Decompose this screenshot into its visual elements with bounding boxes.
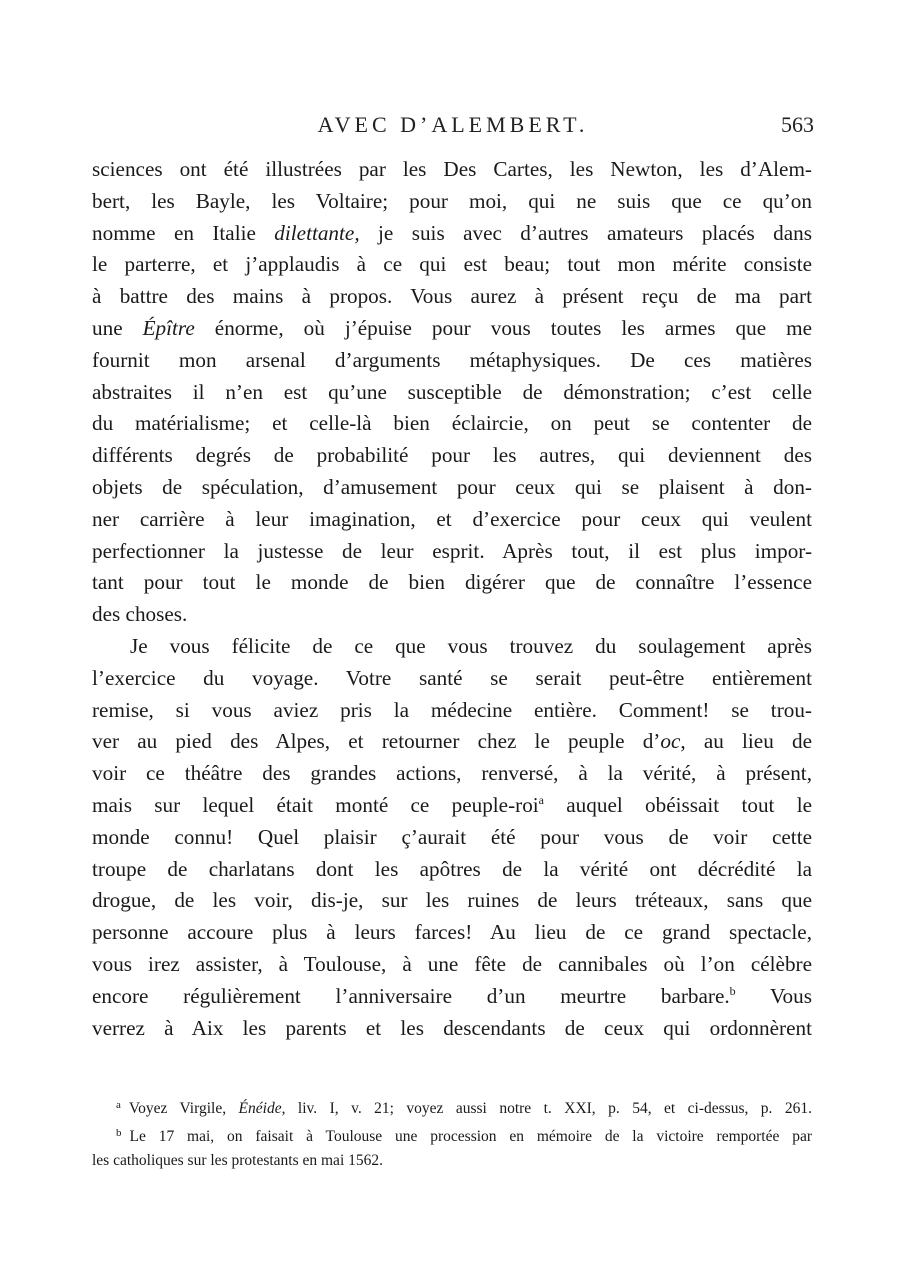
italic-term: dilettante, <box>274 220 360 245</box>
footnote-b <box>92 1121 812 1149</box>
text-span: énorme, où j’épuise pour vous toutes les armes que me <box>194 315 812 340</box>
text-span: auquel obéissait tout le <box>544 792 812 817</box>
running-head: AVEC D’ALEMBERT. <box>317 112 589 137</box>
text-line: vous irez assister, à Toulouse, à une fête de cannibales où l’on célèbre <box>92 951 812 976</box>
footnotes <box>92 1093 812 1173</box>
text-line: abstraites il n’en est qu’une susceptible de démonstration; c’est celle <box>92 379 812 404</box>
page-header <box>92 112 814 148</box>
text-line: monde connu! Quel plaisir ç’aurait été pour vous de voir cette <box>92 824 812 849</box>
footnote-a <box>92 1093 812 1121</box>
text-line: ner carrière à leur imagination, et d’exercice pour ceux qui veulent <box>92 506 812 531</box>
text-line: drogue, de les voir, dis-je, sur les ruines de leurs tréteaux, sans que <box>92 888 812 913</box>
text-line: objets de spéculation, d’amusement pour ceux qui se plaisent à don- <box>92 474 812 499</box>
text-line: des choses. <box>92 602 188 627</box>
text-line: du matérialisme; et celle-là bien éclaircie, on peut se contenter de <box>92 411 812 436</box>
body-text <box>92 154 812 1044</box>
text-line: troupe de charlatans dont les apôtres de la vérité ont décrédité la <box>92 856 812 881</box>
text-span: Vous <box>735 983 812 1008</box>
text-line: tant pour tout le monde de bien digérer que de connaître l’essence <box>92 570 812 595</box>
text-span: je suis avec d’autres amateurs placés dans <box>359 220 813 245</box>
text-line: perfectionner la justesse de leur esprit. Après tout, il est plus impor- <box>92 538 812 563</box>
text-line: bert, les Bayle, les Voltaire; pour moi, qui ne suis que ce qu’on <box>92 188 812 213</box>
text-line <box>92 726 812 758</box>
text-line: remise, si vous aviez pris la médecine entière. Comment! se trou- <box>92 697 812 722</box>
italic-term: oc <box>660 729 681 754</box>
text-line <box>92 981 812 1013</box>
text-line: verrez à Aix les parents et les descendants de ceux qui ordonnèrent <box>92 1015 812 1040</box>
page-number: 563 <box>781 112 814 137</box>
text-span: , liv. I, v. 21; voyez aussi notre t. XXI, p. 54, et ci-dessus, p. 261. <box>281 1100 812 1117</box>
text-line: différents degrés de probabilité pour les autres, qui deviennent des <box>92 443 812 468</box>
text-span: mais sur lequel était monté ce peuple-roi <box>92 792 539 817</box>
italic-term: Énéide <box>238 1100 282 1117</box>
text-line: fournit mon arsenal d’arguments métaphysiques. De ces matières <box>92 347 812 372</box>
text-line <box>92 790 812 822</box>
footnote-ref: a <box>538 792 544 807</box>
text-line: personne accoure plus à leurs farces! Au lieu de ce grand spectacle, <box>92 920 812 945</box>
text-line: à battre des mains à propos. Vous aurez à présent reçu de ma part <box>92 284 812 309</box>
text-span: nomme en Italie <box>92 220 275 245</box>
text-span: ver au pied des Alpes, et retourner chez le peuple d’ <box>92 729 661 754</box>
text-line: l’exercice du voyage. Votre santé se serait peut-être entièrement <box>92 665 812 690</box>
text-line: sciences ont été illustrées par les Des Cartes, les Newton, les d’Alem- <box>92 157 812 181</box>
text-span: encore régulièrement l’anniversaire d’un meurtre barbare. <box>92 983 730 1008</box>
text-line: voir ce théâtre des grandes actions, renversé, à la vérité, à présent, <box>92 761 812 786</box>
text-line: Je vous félicite de ce que vous trouvez du soulagement après <box>130 633 812 658</box>
footnote-marker: b <box>116 1127 122 1139</box>
text-line: le parterre, et j’applaudis à ce qui est beau; tout mon mérite consiste <box>92 252 812 277</box>
text-span: une <box>92 315 143 340</box>
footnote-marker: a <box>116 1099 121 1111</box>
text-line <box>92 313 812 345</box>
footnote-b-continuation: les catholiques sur les protestants en mai 1562. <box>92 1152 383 1169</box>
text-span: Le 17 mai, on faisait à Toulouse une procession en mémoire de la victoire remportée par <box>129 1128 812 1145</box>
italic-term: Épître <box>142 315 195 340</box>
text-line <box>92 218 812 250</box>
footnote-ref: b <box>729 983 736 998</box>
text-span: Voyez Virgile, <box>128 1100 239 1117</box>
text-span: , au lieu de <box>680 729 812 754</box>
